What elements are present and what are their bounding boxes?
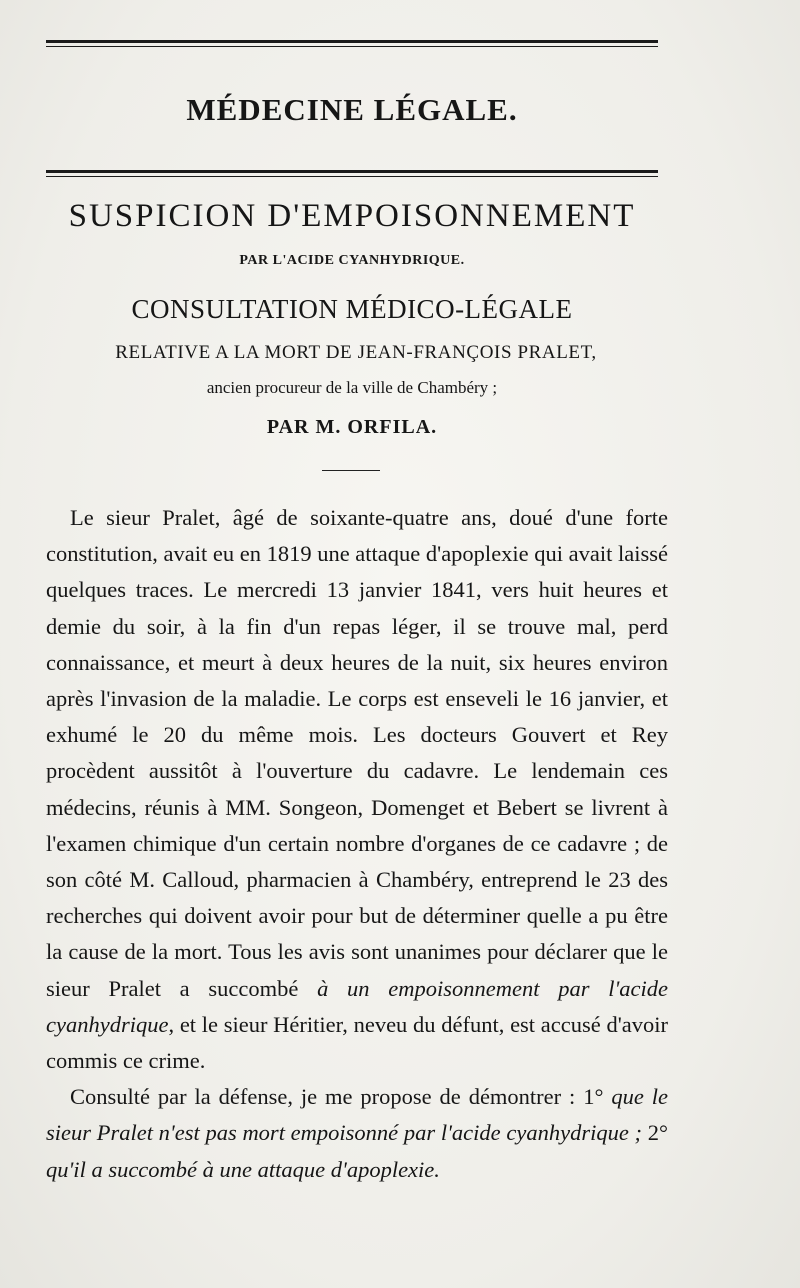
section-double-rule (46, 170, 658, 177)
paragraph-2-italic-2: qu'il a succombé à une attaque d'apoplexie. (46, 1156, 440, 1182)
short-divider (322, 470, 380, 471)
paragraph-1 (46, 500, 668, 1079)
paragraph-1-italic: à un empoisonnement par l'acide cyanhydrique (46, 975, 668, 1037)
body-text (46, 500, 668, 1188)
article-subtitle: PAR L'ACIDE CYANHYDRIQUE. (239, 253, 465, 268)
paragraph-2 (46, 1079, 668, 1188)
paragraph-2-italic-1: que le sieur Pralet n'est pas mort empoisonné par l'acide cyanhydrique ; (46, 1084, 668, 1146)
paragraph-2-text-b: 2° (642, 1120, 669, 1146)
relative-line: RELATIVE A LA MORT DE JEAN-FRANÇOIS PRALET, (115, 342, 597, 363)
consultation-heading: CONSULTATION MÉDICO-LÉGALE (131, 294, 573, 324)
top-double-rule (46, 40, 658, 47)
ancien-line: ancien procureur de la ville de Chambéry ; (206, 378, 498, 397)
paragraph-1-text-a: Le sieur Pralet, âgé de soixante-quatre ans, doué d'une forte constitution, avait eu en 1819 une attaque d'apoplexie qui avait laissé quelques traces. Le mercredi 13 janvier 1841, vers huit heures et demie du soir, à la fin d'un repas léger, il se trouve mal, perd connaissance, et meurt à deux heures de la nuit, six heures environ après l'invasion de la maladie. Le corps est enseveli le 16 janvier, et exhumé le 20 du même mois. Les docteurs Gouvert et Rey procèdent aussitôt à l'ouverture du cadavre. Le lendemain ces médecins, réunis à MM. Songeon, Domenget et Bebert se livrent à l'examen chimique d'un certain nombre d'organes de ce cadavre ; de son côté M. Calloud, pharmacien à Chambéry, entreprend le 23 des recherches qui doivent avoir pour but de déterminer quelle a pu être la cause de la mort. Tous les avis sont unanimes pour déclarer que le sieur Pralet a succombé (46, 505, 669, 1001)
paragraph-1-text-b: , et le sieur Héritier, neveu du défunt, est accusé d'avoir commis ce crime. (46, 1011, 668, 1074)
article-title: SUSPICION D'EMPOISONNEMENT (68, 198, 636, 234)
author-line: PAR M. ORFILA. (266, 416, 438, 438)
section-title: MÉDECINE LÉGALE. (186, 92, 518, 127)
paragraph-2-text-a: Consulté par la défense, je me propose de démontrer : 1° (70, 1084, 612, 1110)
